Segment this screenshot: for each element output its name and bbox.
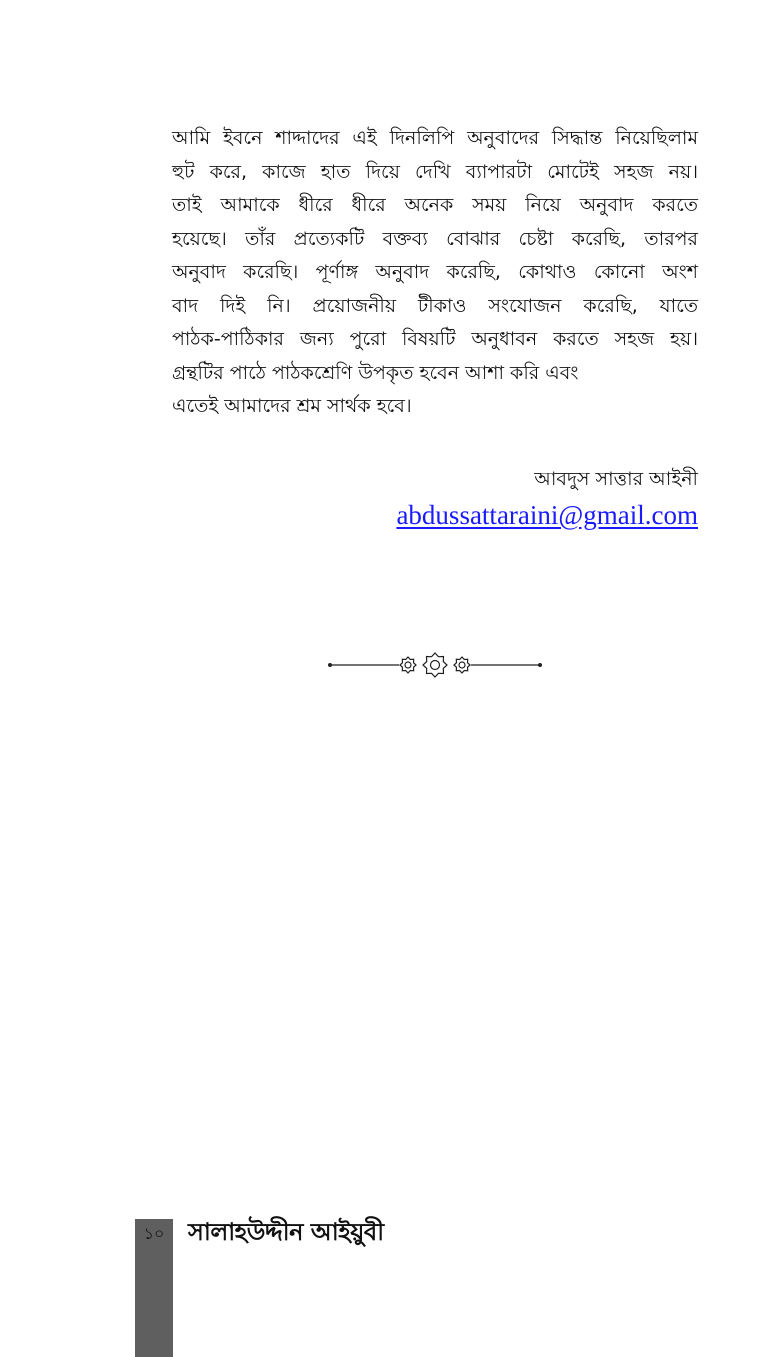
translator-note-body — [172, 122, 698, 424]
body-line-5: অনুবাদ করেছি। পূর্ণাঙ্গ অনুবাদ করেছি, কোথাও কোনো অংশ — [172, 261, 698, 283]
body-line-4: হয়েছে। তাঁর প্রত্যেকটি বক্তব্য বোঝার চেষ্টা করেছি, তারপর — [172, 227, 698, 250]
body-line-8: গ্রন্থটির পাঠে পাঠকশ্রেণি উপকৃত হবেন আশা করি এবং — [172, 361, 579, 384]
body-line-9: এতেই আমাদের শ্রম সার্থক হবে। — [172, 395, 412, 417]
page-number: ১০ — [143, 1224, 165, 1243]
body-line-6: বাদ দিই নি। প্রয়োজনীয় টীকাও সংযোজন করেছি, যাতে — [172, 294, 698, 317]
body-line-2: হুট করে, কাজে হাত দিয়ে দেখি ব্যাপারটা মোটেই সহজ নয়। — [172, 160, 698, 183]
body-line-1: আমি ইবনে শাদ্দাদের এই দিনলিপি অনুবাদের সিদ্ধান্ত নিয়েছিলাম — [172, 127, 698, 149]
body-line-7: পাঠক-পাঠিকার জন্য পুরো বিষয়টি অনুধাবন করতে সহজ হয়। — [172, 328, 698, 350]
ornament-divider — [327, 648, 543, 682]
body-line-3: তাই আমাকে ধীরে ধীরে অনেক সময় নিয়ে অনুবাদ করতে — [172, 194, 698, 216]
running-title: সালাহউদ্দীন আইয়ুবী — [188, 1218, 384, 1246]
email-link[interactable]: abdussattaraini@gmail.com — [396, 500, 698, 530]
translator-name: আবদুস সাত্তার আইনী — [534, 468, 698, 490]
